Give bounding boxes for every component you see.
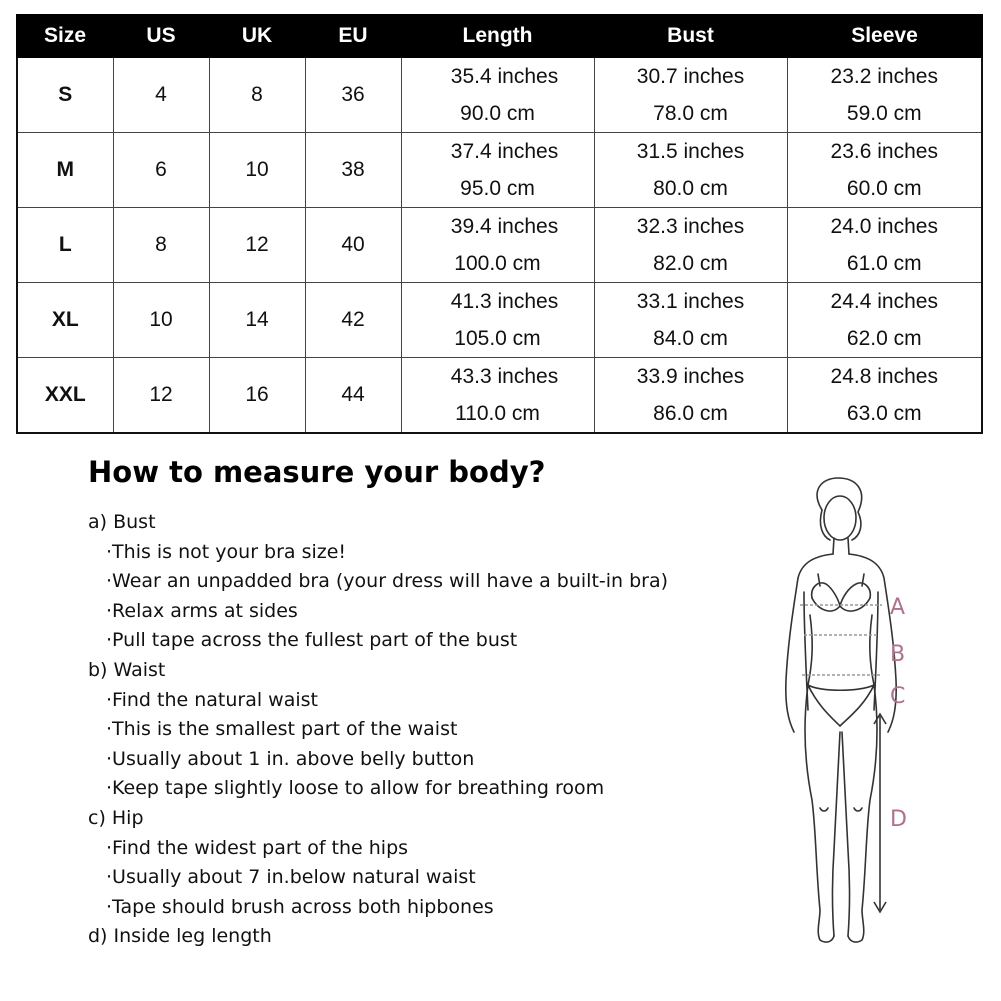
length-cell	[401, 358, 594, 434]
section-heading-inside-leg: d) Inside leg length	[88, 925, 272, 948]
size-cell: S	[17, 57, 113, 133]
figure-label-a: A	[890, 595, 906, 620]
sleeve-cell	[787, 358, 982, 434]
length-cell	[401, 208, 594, 283]
figure-label-b: B	[890, 642, 906, 667]
length-cell	[401, 57, 594, 133]
list-item: ·Relax arms at sides	[106, 599, 298, 622]
section-heading-waist: b) Waist	[88, 658, 166, 681]
bust-inches: 33.9 inches	[636, 365, 745, 388]
section-heading-bust: a) Bust	[88, 511, 156, 533]
table-row	[17, 358, 982, 434]
sleeve-inches: 24.0 inches	[830, 215, 938, 238]
sleeve-inches: 23.2 inches	[830, 65, 938, 88]
bust-cm: 86.0 cm	[653, 402, 728, 425]
us-cell: 10	[113, 283, 209, 358]
length-cm: 105.0 cm	[454, 327, 541, 350]
uk-cell: 8	[209, 57, 305, 133]
sleeve-inches: 24.8 inches	[830, 365, 938, 388]
sleeve-cm: 63.0 cm	[846, 402, 922, 425]
bust-cm: 80.0 cm	[653, 177, 728, 200]
list-item: ·Usually about 1 in. above belly button	[106, 747, 475, 770]
length-cell	[401, 283, 594, 358]
eu-cell: 38	[305, 133, 401, 208]
uk-cell: 16	[209, 358, 305, 434]
us-cell: 8	[113, 208, 209, 283]
header-sleeve: Sleeve	[787, 15, 982, 57]
uk-cell: 10	[209, 133, 305, 208]
table-row	[17, 208, 982, 283]
table-row	[17, 133, 982, 208]
sleeve-cm: 62.0 cm	[846, 327, 922, 350]
list-item: ·This is not your bra size!	[106, 540, 347, 563]
sleeve-cell	[787, 57, 982, 133]
length-cm: 110.0 cm	[455, 402, 540, 425]
us-cell: 4	[113, 57, 209, 133]
bust-inches: 33.1 inches	[636, 290, 745, 313]
bust-cm: 82.0 cm	[653, 252, 728, 275]
list-item: ·Tape should brush across both hipbones	[106, 895, 494, 918]
bust-inches: 30.7 inches	[636, 65, 745, 88]
length-cm: 100.0 cm	[454, 252, 541, 275]
bust-cell	[594, 133, 787, 208]
body-measurement-figure-icon	[760, 470, 940, 960]
figure-label-c: C	[890, 684, 906, 709]
length-cm: 95.0 cm	[460, 177, 535, 200]
bust-cell	[594, 283, 787, 358]
us-cell: 6	[113, 133, 209, 208]
list-item: ·This is the smallest part of the waist	[106, 718, 458, 741]
header-uk: UK	[209, 15, 305, 57]
list-item: ·Find the widest part of the hips	[106, 836, 409, 859]
length-inches: 43.3 inches	[450, 365, 559, 388]
sleeve-cm: 59.0 cm	[846, 102, 922, 125]
sleeve-cell	[787, 133, 982, 208]
length-inches: 35.4 inches	[450, 65, 559, 88]
bust-cell	[594, 358, 787, 434]
header-size: Size	[17, 15, 113, 57]
header-length: Length	[401, 15, 594, 57]
length-cm: 90.0 cm	[460, 102, 535, 125]
length-inches: 39.4 inches	[450, 215, 559, 238]
eu-cell: 44	[305, 358, 401, 434]
guide-title: How to measure your body?	[88, 455, 546, 489]
size-cell: XL	[17, 283, 113, 358]
table-row	[17, 57, 982, 133]
list-item: ·Find the natural waist	[106, 688, 318, 711]
eu-cell: 42	[305, 283, 401, 358]
list-item: ·Pull tape across the fullest part of the bust	[106, 629, 518, 652]
bust-inches: 31.5 inches	[636, 140, 745, 163]
size-cell: XXL	[17, 358, 113, 434]
sleeve-cell	[787, 208, 982, 283]
sleeve-inches: 24.4 inches	[830, 290, 938, 313]
eu-cell: 40	[305, 208, 401, 283]
sleeve-cell	[787, 283, 982, 358]
length-inches: 37.4 inches	[450, 140, 559, 163]
table-row	[17, 283, 982, 358]
list-item: ·Wear an unpadded bra (your dress will have a built-in bra)	[106, 570, 669, 593]
measure-guide	[88, 508, 728, 952]
leg-length-arrow	[874, 714, 886, 912]
bust-cell	[594, 57, 787, 133]
length-inches: 41.3 inches	[450, 290, 559, 313]
header-us: US	[113, 15, 209, 57]
length-cell	[401, 133, 594, 208]
size-cell: M	[17, 133, 113, 208]
bust-cm: 78.0 cm	[653, 102, 728, 125]
list-item: ·Keep tape slightly loose to allow for breathing room	[106, 777, 605, 800]
uk-cell: 12	[209, 208, 305, 283]
uk-cell: 14	[209, 283, 305, 358]
figure-label-d: D	[890, 807, 907, 832]
sleeve-cm: 60.0 cm	[846, 177, 922, 200]
sleeve-cm: 61.0 cm	[846, 252, 922, 275]
section-heading-hip: c) Hip	[88, 806, 144, 829]
header-bust: Bust	[594, 15, 787, 57]
eu-cell: 36	[305, 57, 401, 133]
bust-cell	[594, 208, 787, 283]
table-header-row	[17, 15, 982, 57]
bust-inches: 32.3 inches	[636, 215, 745, 238]
us-cell: 12	[113, 358, 209, 434]
size-chart-table	[16, 14, 983, 434]
sleeve-inches: 23.6 inches	[830, 140, 938, 163]
bust-cm: 84.0 cm	[653, 327, 728, 350]
size-cell: L	[17, 208, 113, 283]
header-eu: EU	[305, 15, 401, 57]
list-item: ·Usually about 7 in.below natural waist	[106, 866, 476, 889]
